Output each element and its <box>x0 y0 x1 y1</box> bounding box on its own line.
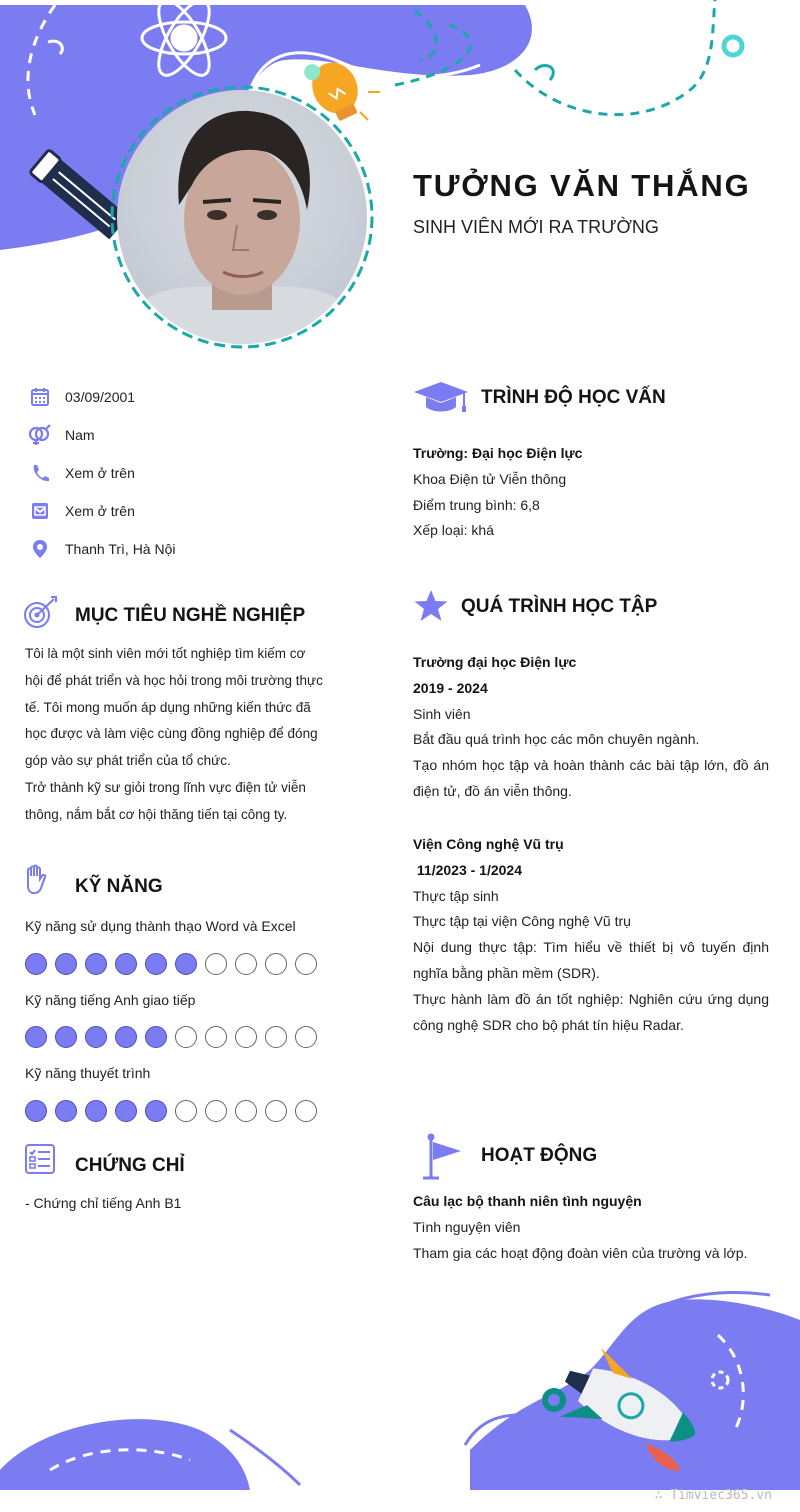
objective-paragraph-1: Tôi là một sinh viên mới tốt nghiệp tìm kiếm cơ hội để phát triển và học hỏi trong môi trường thực tế. Tôi mong muốn áp dụng những kiến thức đã học được và làm việc cùng đồng nghiệp để đóng góp vào sự phát triển của tổ chức. <box>25 646 323 769</box>
rating-dot-empty <box>265 1100 287 1122</box>
activity-role: Tình nguyện viên <box>413 1218 521 1235</box>
rating-dot-filled <box>145 1026 167 1048</box>
history-title: QUÁ TRÌNH HỌC TẬP <box>461 596 658 617</box>
activities-details <box>413 1189 769 1266</box>
history-org: Viện Công nghệ Vũ trụ <box>413 836 564 852</box>
gender-text: Nam <box>65 427 95 443</box>
history-line: Nội dung thực tập: Tìm hiểu về thiết bị vô tuyến định nghĩa bằng phần mềm (SDR). <box>413 939 769 981</box>
email-icon <box>28 499 52 523</box>
rating-dot-filled <box>175 953 197 975</box>
activities-title: HOẠT ĐỘNG <box>481 1145 598 1166</box>
education-rank: Xếp loại: khá <box>413 522 494 539</box>
candidate-subtitle: SINH VIÊN MỚI RA TRƯỜNG <box>413 217 659 237</box>
birthday-text: 03/09/2001 <box>65 389 136 405</box>
skills-title: KỸ NĂNG <box>75 876 163 897</box>
objective-title: MỤC TIÊU NGHỀ NGHIỆP <box>75 605 306 626</box>
rating-dot-empty <box>235 953 257 975</box>
info-gender <box>28 421 95 449</box>
watermark: ∴ Timviec365.vn <box>654 1488 772 1503</box>
avatar <box>117 90 367 344</box>
rating-dot-empty <box>265 1026 287 1048</box>
objective-text <box>25 641 325 829</box>
flag-icon <box>421 1133 465 1181</box>
history-role: Sinh viên <box>413 705 471 722</box>
rating-dot-empty <box>205 1100 227 1122</box>
hand-icon <box>24 864 48 896</box>
rating-dot-filled <box>145 953 167 975</box>
education-gpa: Điểm trung bình: 6,8 <box>413 496 540 513</box>
skill-label: Kỹ năng tiếng Anh giao tiếp <box>25 992 196 1008</box>
rating-dot-empty <box>175 1026 197 1048</box>
rating-dot-filled <box>55 1100 77 1122</box>
skill-rating <box>25 1026 317 1048</box>
rating-dot-filled <box>85 953 107 975</box>
education-school: Trường: Đại học Điện lực <box>413 445 583 461</box>
rating-dot-filled <box>115 953 137 975</box>
rating-dot-empty <box>295 1026 317 1048</box>
rating-dot-empty <box>235 1026 257 1048</box>
calendar-icon <box>28 385 52 409</box>
address-text: Thanh Trì, Hà Nội <box>65 541 176 557</box>
history-line: Thực hành làm đồ án tốt nghiệp: Nghiên cứu ứng dụng công nghệ SDR cho bộ phát tín hiệu Radar. <box>413 990 769 1033</box>
history-line: Thực tập tại viện Công nghệ Vũ trụ <box>413 913 631 930</box>
phone-text: Xem ở trên <box>65 465 135 481</box>
rating-dot-filled <box>115 1026 137 1048</box>
email-text: Xem ở trên <box>65 503 135 519</box>
rating-dot-empty <box>205 953 227 975</box>
info-birthday <box>28 383 135 411</box>
rating-dot-filled <box>85 1026 107 1048</box>
rating-dot-empty <box>205 1026 227 1048</box>
info-phone <box>28 459 135 487</box>
candidate-name: TƯỞNG VĂN THẮNG <box>413 168 751 203</box>
target-icon <box>23 596 59 630</box>
rating-dot-filled <box>55 1026 77 1048</box>
education-faculty: Khoa Điện tử Viễn thông <box>413 470 567 487</box>
rating-dot-empty <box>265 953 287 975</box>
rating-dot-filled <box>25 1026 47 1048</box>
history-role: Thực tập sinh <box>413 887 499 904</box>
info-address <box>28 535 176 563</box>
gender-icon <box>28 423 52 447</box>
activity-org: Câu lạc bộ thanh niên tình nguyện <box>413 1193 642 1209</box>
rating-dot-filled <box>85 1100 107 1122</box>
rating-dot-filled <box>145 1100 167 1122</box>
rating-dot-filled <box>25 953 47 975</box>
history-line: Bắt đầu quá trình học các môn chuyên ngành. <box>413 731 700 748</box>
skill-rating <box>25 953 317 975</box>
rating-dot-empty <box>295 953 317 975</box>
history-entry-1 <box>413 650 769 805</box>
activity-desc: Tham gia các hoạt động đoàn viên của trường và lớp. <box>413 1244 748 1261</box>
history-period: 11/2023 - 1/2024 <box>413 861 522 878</box>
certificate-item: - Chứng chỉ tiếng Anh B1 <box>25 1195 182 1211</box>
skill-label: Kỹ năng thuyết trình <box>25 1065 151 1081</box>
rating-dot-empty <box>235 1100 257 1122</box>
star-icon <box>413 589 449 623</box>
education-title: TRÌNH ĐỘ HỌC VẤN <box>481 387 666 408</box>
rating-dot-filled <box>115 1100 137 1122</box>
skill-rating <box>25 1100 317 1122</box>
history-org: Trường đại học Điện lực <box>413 654 577 670</box>
history-line: Tạo nhóm học tập và hoàn thành các bài tập lớn, đồ án điện tử, đồ án viễn thông. <box>413 757 769 799</box>
skill-label: Kỹ năng sử dụng thành thạo Word và Excel <box>25 918 296 934</box>
phone-icon <box>28 461 52 485</box>
graduation-cap-icon <box>413 380 469 414</box>
history-entry-2 <box>413 832 769 1038</box>
rating-dot-empty <box>295 1100 317 1122</box>
education-details <box>413 441 769 544</box>
footer-decoration <box>0 1280 800 1490</box>
objective-paragraph-2: Trở thành kỹ sư giỏi trong lĩnh vực điện tử viễn thông, nắm bắt cơ hội thăng tiến tại công ty. <box>25 779 306 822</box>
history-period: 2019 - 2024 <box>413 679 488 696</box>
certificates-title: CHỨNG CHỈ <box>75 1155 185 1176</box>
checklist-icon <box>24 1143 56 1175</box>
info-email <box>28 497 135 525</box>
rating-dot-filled <box>55 953 77 975</box>
rating-dot-empty <box>175 1100 197 1122</box>
location-pin-icon <box>28 537 52 561</box>
rating-dot-filled <box>25 1100 47 1122</box>
